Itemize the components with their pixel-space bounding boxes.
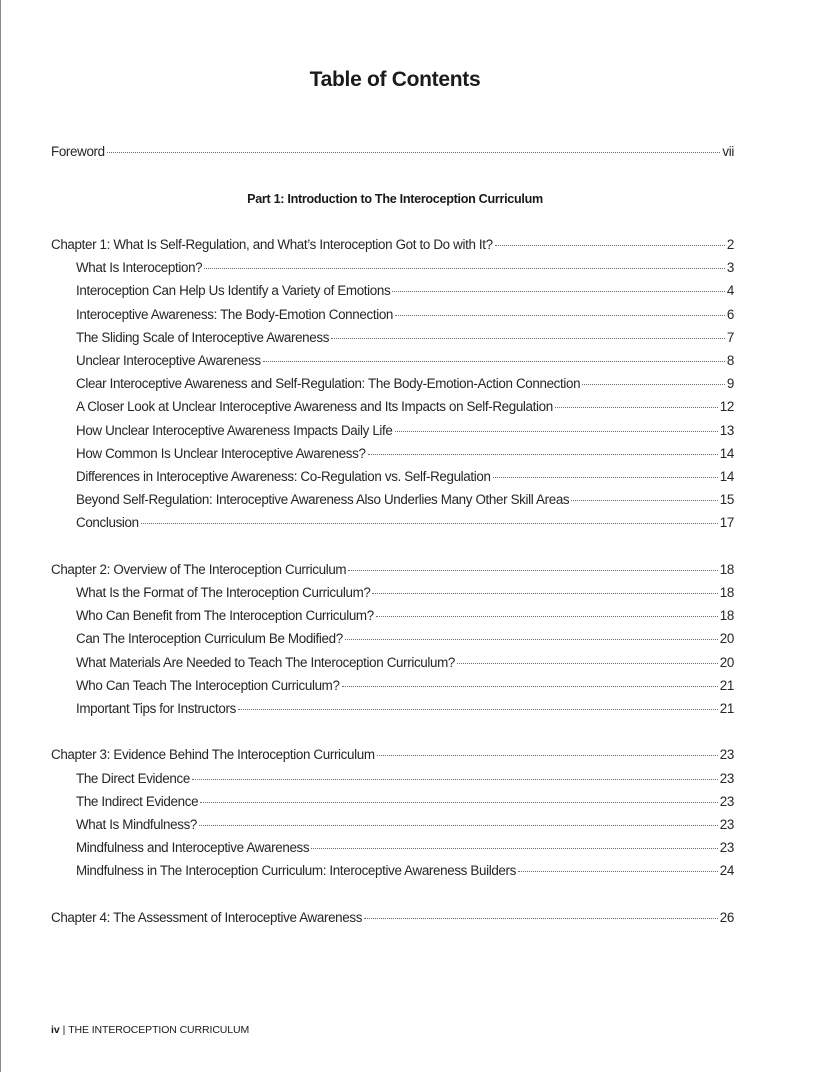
toc-entry-title: Chapter 1: What Is Self-Regulation, and What’s Interoception Got to Do with It? — [51, 237, 493, 252]
toc-entry-chapter[interactable] — [51, 237, 734, 257]
toc-entry-chapter[interactable] — [51, 747, 734, 767]
toc-entry-page: 12 — [719, 399, 734, 414]
toc-entry-section[interactable] — [76, 399, 734, 419]
toc-entry-section[interactable] — [76, 353, 734, 373]
toc-entry-title: Chapter 3: Evidence Behind The Interoception Curriculum — [51, 747, 375, 762]
toc-entry-page: 2 — [726, 237, 734, 252]
toc-entry-page: 20 — [719, 655, 734, 670]
toc-entry-title: Mindfulness in The Interoception Curriculum: Interoceptive Awareness Builders — [76, 863, 516, 878]
toc-entry-chapter[interactable] — [51, 910, 734, 930]
dot-leader — [582, 384, 725, 385]
toc-entry-title: Differences in Interoceptive Awareness: Co-Regulation vs. Self-Regulation — [76, 469, 491, 484]
dot-leader — [342, 686, 718, 687]
toc-entry-title: Can The Interoception Curriculum Be Modified? — [76, 631, 343, 646]
toc-entry-page: 8 — [726, 353, 734, 368]
toc-entry-title: Conclusion — [76, 515, 139, 530]
toc-entry-title: What Is Mindfulness? — [76, 817, 198, 832]
toc-entry-title: Who Can Benefit from The Interoception Curriculum? — [76, 608, 374, 623]
toc-entry-page: 24 — [719, 863, 734, 878]
footer-separator: | — [62, 1024, 66, 1036]
page-footer — [51, 1024, 249, 1036]
dot-leader — [141, 523, 718, 524]
toc-entry-section[interactable] — [76, 307, 734, 327]
toc-entry-title: What Is Interoception? — [76, 260, 203, 275]
dot-leader — [395, 315, 725, 316]
toc-entry-section[interactable] — [76, 446, 734, 466]
toc-entry-section[interactable] — [76, 515, 734, 535]
toc-entry-section[interactable] — [76, 631, 734, 651]
toc-entry-section[interactable] — [76, 678, 734, 698]
toc-entry-page: 14 — [719, 446, 734, 461]
toc-entry-section[interactable] — [76, 794, 734, 814]
toc-entry-section[interactable] — [76, 330, 734, 350]
dot-leader — [376, 616, 718, 617]
toc-entry-title: Unclear Interoceptive Awareness — [76, 353, 261, 368]
toc-entry-page: 18 — [719, 562, 734, 577]
toc-entry-title: Mindfulness and Interoceptive Awareness — [76, 840, 310, 855]
dot-leader — [495, 245, 725, 246]
toc-entry-section[interactable] — [76, 863, 734, 883]
dot-leader — [518, 871, 718, 872]
toc-entry-section[interactable] — [76, 492, 734, 512]
toc-entry-section[interactable] — [76, 701, 734, 721]
toc-entry-title: The Direct Evidence — [76, 771, 190, 786]
page-left-border — [0, 0, 1, 1072]
toc-entry-page: 20 — [719, 631, 734, 646]
toc-entry-page: 23 — [719, 747, 734, 762]
dot-leader — [331, 338, 725, 339]
dot-leader — [395, 431, 718, 432]
dot-leader — [200, 802, 718, 803]
toc-entry-page: 18 — [719, 585, 734, 600]
part-heading: Part 1: Introduction to The Interoception Curriculum — [247, 192, 543, 206]
toc-entry-section[interactable] — [76, 840, 734, 860]
toc-entry-page: 15 — [719, 492, 734, 507]
dot-leader — [345, 639, 718, 640]
toc-entry-foreword[interactable] — [51, 144, 734, 164]
toc-entry-page: 13 — [719, 423, 734, 438]
dot-leader — [263, 361, 725, 362]
footer-running-title: THE INTEROCEPTION CURRICULUM — [68, 1024, 250, 1036]
toc-entry-section[interactable] — [76, 260, 734, 280]
toc-entry-title: How Unclear Interoceptive Awareness Impacts Daily Life — [76, 423, 393, 438]
toc-entry-page: 23 — [719, 794, 734, 809]
dot-leader — [204, 268, 725, 269]
dot-leader — [571, 500, 718, 501]
dot-leader — [392, 291, 725, 292]
dot-leader — [364, 918, 718, 919]
dot-leader — [377, 755, 718, 756]
toc-entry-page: 21 — [719, 701, 734, 716]
toc-entry-section[interactable] — [76, 771, 734, 791]
toc-entry-title: What Materials Are Needed to Teach The Interoception Curriculum? — [76, 655, 456, 670]
toc-entry-title: Interoception Can Help Us Identify a Variety of Emotions — [76, 283, 391, 298]
dot-leader — [368, 454, 718, 455]
toc-entry-title: The Sliding Scale of Interoceptive Awareness — [76, 330, 330, 345]
toc-entry-page: 3 — [726, 260, 734, 275]
toc-entry-section[interactable] — [76, 608, 734, 628]
toc-entry-title: Interoceptive Awareness: The Body-Emotion Connection — [76, 307, 394, 322]
toc-entry-page: 4 — [726, 283, 734, 298]
dot-leader — [192, 779, 718, 780]
toc-entry-chapter[interactable] — [51, 562, 734, 582]
dot-leader — [372, 593, 717, 594]
toc-entry-title: Clear Interoceptive Awareness and Self-Regulation: The Body-Emotion-Action Connection — [76, 376, 581, 391]
toc-entry-page: 14 — [719, 469, 734, 484]
toc-entry-page: 17 — [719, 515, 734, 530]
page-title: Table of Contents — [309, 68, 481, 91]
toc-entry-title: What Is the Format of The Interoception Curriculum? — [76, 585, 371, 600]
dot-leader — [238, 709, 718, 710]
toc-entry-page: 9 — [726, 376, 734, 391]
toc-entry-title: Who Can Teach The Interoception Curriculum? — [76, 678, 340, 693]
toc-entry-title: The Indirect Evidence — [76, 794, 199, 809]
toc-entry-page: 7 — [726, 330, 734, 345]
toc-entry-page: vii — [722, 144, 734, 159]
toc-entry-page: 23 — [719, 840, 734, 855]
dot-leader — [493, 477, 718, 478]
dot-leader — [107, 152, 721, 153]
toc-entry-page: 23 — [719, 771, 734, 786]
toc-entry-page: 26 — [719, 910, 734, 925]
toc-entry-title: A Closer Look at Unclear Interoceptive Awareness and Its Impacts on Self-Regulation — [76, 399, 553, 414]
toc-entry-page: 23 — [719, 817, 734, 832]
toc-entry-section[interactable] — [76, 283, 734, 303]
toc-entry-title: How Common Is Unclear Interoceptive Awareness? — [76, 446, 366, 461]
toc-entry-section[interactable] — [76, 423, 734, 443]
toc-entry-title: Chapter 4: The Assessment of Interoceptive Awareness — [51, 910, 363, 925]
toc-entry-section[interactable] — [76, 817, 734, 837]
toc-entry-title: Beyond Self-Regulation: Interoceptive Awareness Also Underlies Many Other Skill Areas — [76, 492, 570, 507]
toc-entry-title: Important Tips for Instructors — [76, 701, 236, 716]
dot-leader — [457, 663, 718, 664]
dot-leader — [199, 825, 718, 826]
toc-entry-section[interactable] — [76, 469, 734, 489]
toc-entry-section[interactable] — [76, 376, 734, 396]
dot-leader — [348, 570, 718, 571]
toc-entry-page: 18 — [719, 608, 734, 623]
toc-entry-page: 6 — [726, 307, 734, 322]
dot-leader — [311, 848, 718, 849]
toc-entry-title: Chapter 2: Overview of The Interoception Curriculum — [51, 562, 347, 577]
footer-page-number: iv — [51, 1024, 60, 1036]
toc-entry-section[interactable] — [76, 655, 734, 675]
toc-entry-page: 21 — [719, 678, 734, 693]
toc-entry-section[interactable] — [76, 585, 734, 605]
toc-entry-title: Foreword — [51, 144, 105, 159]
dot-leader — [555, 407, 718, 408]
